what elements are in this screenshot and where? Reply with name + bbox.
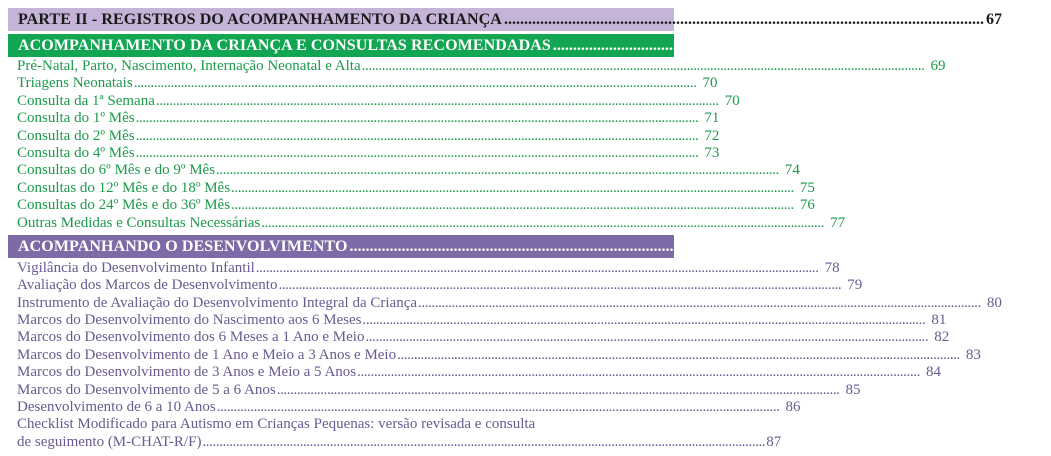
dot-leader: ........................................................................................................................................................................ [231, 197, 794, 214]
entry-page: 77 [830, 214, 846, 231]
entry-title: Triagens Neonatais [17, 75, 133, 92]
toc-entry[interactable] [17, 399, 801, 416]
dot-leader: ........................................................................................................................................................................ [155, 92, 719, 109]
toc-entry[interactable] [17, 127, 720, 145]
dot-leader: ........................................................................................................................................................................ [135, 144, 699, 161]
parte-page: 67 [985, 11, 1003, 28]
entry-title: Vigilância do Desenvolvimento Infantil [17, 259, 255, 276]
entry-page: 84 [925, 364, 941, 381]
entry-title: Consulta da 1ª Semana [17, 92, 155, 109]
entry-page: 75 [799, 179, 815, 196]
dot-leader: ........................................................................................................................................................................ [357, 364, 920, 381]
toc-entry[interactable] [17, 197, 815, 214]
entry-title: Consultas do 24º Mês e do 36º Mês [17, 197, 231, 214]
entry-title: Desenvolvimento de 6 a 10 Anos [17, 399, 216, 416]
entry-page: 76 [799, 197, 815, 214]
entry-page: 71 [704, 110, 720, 127]
dot-leader: ........................................................................................................................................................................ [216, 399, 780, 416]
entry-title: Outras Medidas e Consultas Necessárias [17, 214, 261, 231]
entry-title: Marcos do Desenvolvimento do Nascimento aos 6 Meses [17, 312, 362, 329]
dot-leader: ........................................................................................................................................................................ [276, 381, 840, 398]
entry-title: Pré-Natal, Parto, Nascimento, Internação Neonatal e Alta [17, 58, 361, 74]
section-header-desenvolvimento[interactable] [8, 235, 848, 258]
toc-entry[interactable] [17, 294, 1002, 312]
toc-entry[interactable] [17, 162, 800, 179]
dot-leader: ........................................................................................................................ [503, 11, 984, 28]
toc-entry[interactable] [17, 110, 720, 127]
entry-page: 78 [824, 259, 840, 276]
entry-title: Consultas do 12º Mês e do 18º Mês [17, 179, 231, 196]
entry-page: 79 [847, 277, 863, 294]
dot-leader: ........................................................................................................................................................................ [231, 179, 794, 196]
dot-leader: ........................................................................................................................................................................ [133, 75, 697, 92]
dot-leader: ........................................................................................................................ [552, 37, 1033, 54]
entry-title: Consulta do 2º Mês [17, 127, 135, 144]
dot-leader: ........................................................................................................................ [349, 237, 830, 255]
dot-leader: ........................................................................................................................................................................ [135, 127, 699, 144]
parte-header[interactable] [8, 8, 1003, 31]
dot-leader: ........................................................................................................................................................................ [361, 58, 925, 74]
toc-entry[interactable] [17, 346, 981, 364]
entry-title: Consultas do 6º Mês e do 9º Mês [17, 162, 216, 179]
dot-leader: ........................................................................................................................................................................ [397, 346, 960, 363]
dot-leader: ........................................................................................................................................................................ [255, 259, 819, 276]
entry-page: 83 [965, 346, 981, 363]
dot-leader: ........................................................................................................................................................................ [362, 312, 926, 329]
dot-leader: ........................................................................................................................................................................ [261, 214, 825, 231]
section-title: ACOMPANHAMENTO DA CRIANÇA E CONSULTAS RECOMENDADAS [18, 37, 551, 54]
dot-leader: ........................................................................................................................................................................ [135, 110, 699, 127]
entry-title-line1: Checklist Modificado para Autismo em Crianças Pequenas: versão revisada e consulta [17, 416, 536, 433]
toc-entry[interactable] [17, 364, 941, 381]
entry-title: Marcos do Desenvolvimento de 5 a 6 Anos [17, 381, 276, 398]
dot-leader: ........................................................................................................................................................................ [365, 329, 929, 346]
toc-entry[interactable] [17, 75, 718, 92]
toc-entry[interactable] [17, 144, 720, 162]
entry-page: 86 [785, 399, 801, 416]
entry-title: Instrumento de Avaliação do Desenvolvimento Integral da Criança [17, 294, 418, 311]
entry-page: 80 [986, 294, 1002, 311]
parte-title: PARTE II - REGISTROS DO ACOMPANHAMENTO DA CRIANÇA [18, 11, 502, 28]
toc-entry[interactable] [17, 259, 840, 277]
dot-leader: ........................................................................................................................................................................ [278, 277, 842, 294]
table-of-contents [8, 8, 1051, 451]
entry-title: Avaliação dos Marcos de Desenvolvimento [17, 277, 278, 294]
section-page: 68 [1034, 37, 1051, 54]
section-list-desenvolvimento [8, 259, 1002, 451]
toc-entry[interactable] [17, 179, 815, 197]
toc-entry[interactable] [17, 92, 740, 110]
section-list-acompanhamento [8, 58, 946, 232]
entry-title: Marcos do Desenvolvimento dos 6 Meses a 1 Ano e Meio [17, 329, 365, 346]
toc-entry[interactable] [17, 277, 863, 294]
entry-page: 70 [724, 92, 740, 109]
section-page: 78 [831, 237, 848, 255]
entry-page: 72 [704, 127, 720, 144]
entry-title: Consulta do 1º Mês [17, 110, 135, 127]
toc-entry[interactable] [17, 312, 947, 329]
section-title: ACOMPANHANDO O DESENVOLVIMENTO [18, 237, 348, 255]
toc-entry[interactable] [17, 381, 861, 399]
entry-title-line2: de seguimento (M-CHAT-R/F) [17, 433, 202, 450]
entry-page: 87 [766, 433, 782, 450]
dot-leader: ........................................................................................................................................................................ [202, 433, 766, 450]
toc-entry-mchat[interactable] [17, 416, 782, 451]
entry-title: Marcos do Desenvolvimento de 3 Anos e Meio a 5 Anos [17, 364, 357, 381]
entry-page: 81 [931, 312, 947, 329]
entry-page: 69 [930, 58, 946, 74]
entry-page: 85 [845, 381, 861, 398]
section-header-acompanhamento[interactable] [8, 34, 1051, 57]
entry-title: Consulta do 4º Mês [17, 144, 135, 161]
entry-page: 70 [702, 75, 718, 92]
toc-entry[interactable] [17, 214, 846, 232]
toc-entry[interactable] [17, 58, 946, 75]
toc-entry[interactable] [17, 329, 950, 346]
entry-page: 74 [784, 162, 800, 179]
entry-title: Marcos do Desenvolvimento de 1 Ano e Meio a 3 Anos e Meio [17, 346, 397, 363]
dot-leader: ........................................................................................................................................................................ [216, 162, 779, 179]
entry-page: 82 [934, 329, 950, 346]
dot-leader: ........................................................................................................................................................................ [418, 294, 981, 311]
entry-page: 73 [704, 144, 720, 161]
